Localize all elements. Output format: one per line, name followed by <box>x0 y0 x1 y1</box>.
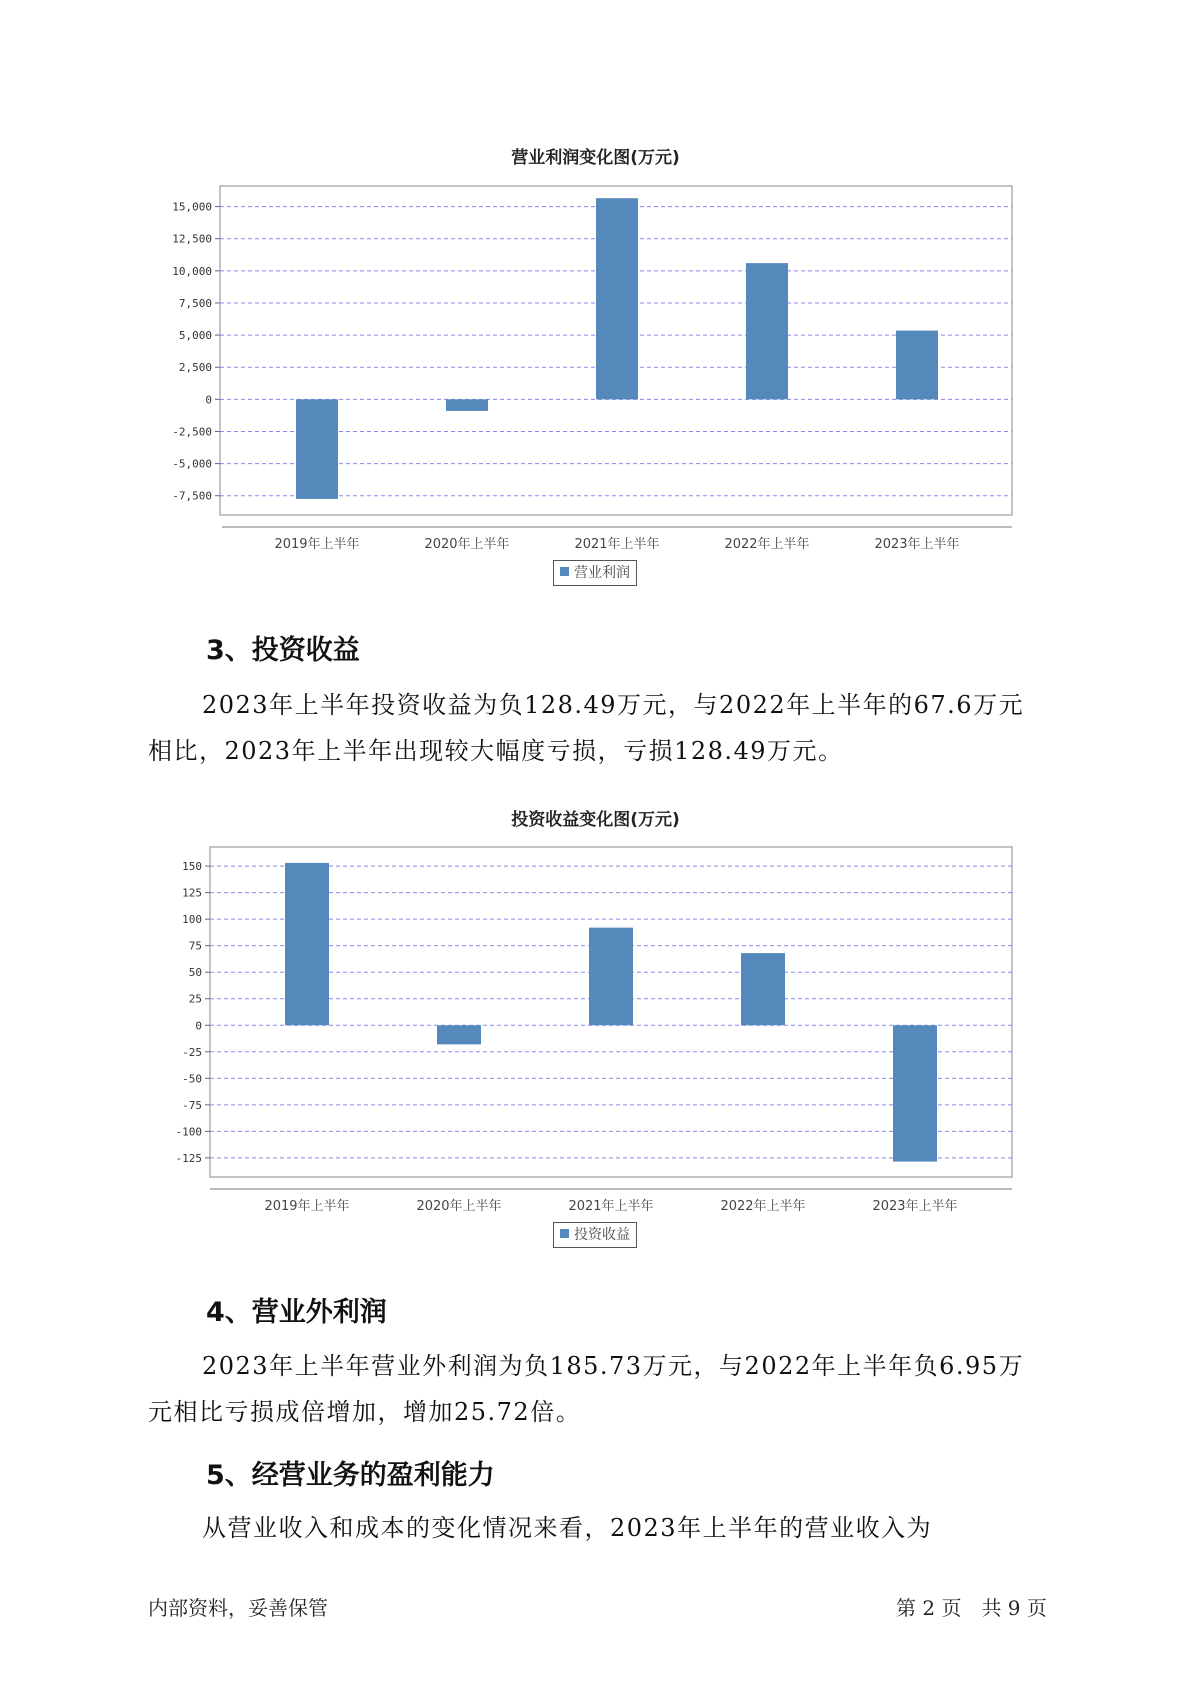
y-tick-label: 50 <box>188 966 202 980</box>
y-tick-label: 0 <box>205 393 212 407</box>
bar <box>741 953 785 1025</box>
chart2-title: 投资收益变化图(万元) <box>511 810 680 830</box>
y-tick-label: 125 <box>182 886 202 900</box>
x-tick-label: 2021年上半年 <box>574 537 660 552</box>
x-tick-label: 2019年上半年 <box>264 1199 350 1214</box>
y-tick-label: 5,000 <box>178 329 212 343</box>
y-tick-label: 150 <box>182 860 202 874</box>
x-tick-label: 2023年上半年 <box>872 1199 958 1214</box>
y-tick-label: -125 <box>175 1151 202 1165</box>
x-tick-label: 2021年上半年 <box>568 1199 654 1214</box>
x-tick-label: 2020年上半年 <box>424 537 510 552</box>
y-tick-label: 75 <box>188 939 202 953</box>
chart2-legend-label: 投资收益 <box>574 1227 630 1243</box>
footer-page-number: 第 2 页 共 9 页 <box>896 1596 1047 1620</box>
y-tick-label: 12,500 <box>172 232 212 246</box>
y-tick-label: -50 <box>182 1072 202 1086</box>
bar <box>285 863 329 1025</box>
x-tick-label: 2022年上半年 <box>720 1199 806 1214</box>
x-tick-label: 2020年上半年 <box>416 1199 502 1214</box>
y-tick-label: -25 <box>182 1045 202 1059</box>
x-tick-label: 2023年上半年 <box>874 537 960 552</box>
legend-swatch <box>560 1229 569 1238</box>
paragraph-line: 元相比亏损成倍增加，增加25.72倍。 <box>148 1398 582 1426</box>
chart2-legend <box>553 1222 637 1248</box>
bar <box>589 928 633 1026</box>
section3-heading: 3、投资收益 <box>206 635 360 666</box>
y-tick-label: -100 <box>175 1125 202 1139</box>
paragraph-line: 相比，2023年上半年出现较大幅度亏损，亏损128.49万元。 <box>148 737 844 765</box>
x-tick-label: 2022年上半年 <box>724 537 810 552</box>
footer-confidential-note: 内部资料，妥善保管 <box>148 1596 328 1620</box>
y-tick-label: 25 <box>188 992 202 1006</box>
section4-paragraph <box>148 1343 1048 1435</box>
x-tick-label: 2019年上半年 <box>274 537 360 552</box>
bar <box>893 1025 937 1161</box>
section5-heading: 5、经营业务的盈利能力 <box>206 1460 495 1491</box>
paragraph-line: 2023年上半年营业外利润为负185.73万元，与2022年上半年负6.95万 <box>202 1352 1025 1380</box>
paragraph-line: 2023年上半年投资收益为负128.49万元，与2022年上半年的67.6万元 <box>202 691 1025 719</box>
y-tick-label: -7,500 <box>172 489 212 503</box>
section5-paragraph <box>148 1505 1048 1551</box>
y-tick-label: -5,000 <box>172 457 212 471</box>
y-tick-label: -2,500 <box>172 425 212 439</box>
chart1-title: 营业利润变化图(万元) <box>511 148 680 168</box>
y-tick-label: -75 <box>182 1098 202 1112</box>
chart1-legend-label: 营业利润 <box>574 565 630 581</box>
y-tick-label: 15,000 <box>172 200 212 214</box>
section4-heading: 4、营业外利润 <box>206 1297 387 1328</box>
y-tick-label: 100 <box>182 913 202 927</box>
paragraph-line: 从营业收入和成本的变化情况来看，2023年上半年的营业收入为 <box>202 1514 933 1542</box>
y-tick-label: 10,000 <box>172 264 212 278</box>
bar <box>437 1025 481 1044</box>
y-tick-label: 2,500 <box>178 361 212 375</box>
y-tick-label: 7,500 <box>178 296 212 310</box>
y-tick-label: 0 <box>195 1019 202 1033</box>
